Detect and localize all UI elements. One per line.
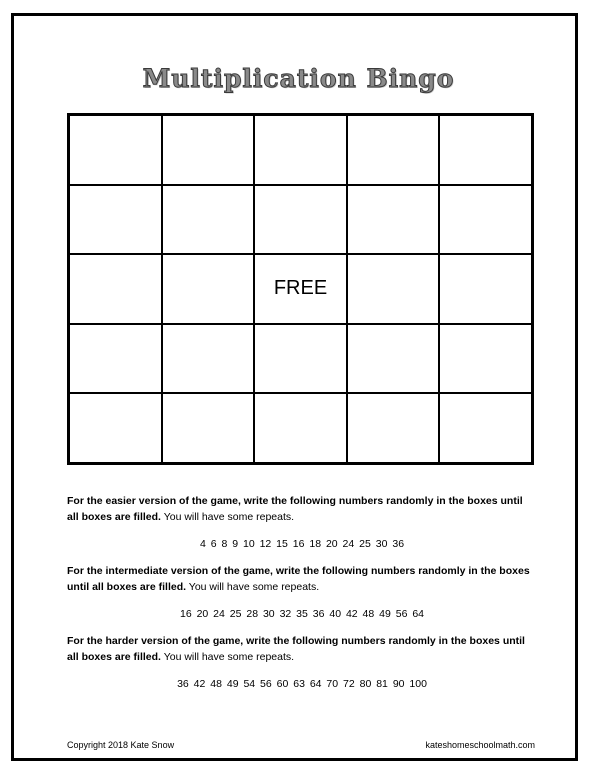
website-link[interactable]: kateshomeschoolmath.com	[425, 740, 535, 750]
bingo-grid	[67, 113, 534, 465]
bingo-cell[interactable]	[254, 185, 347, 255]
bingo-cell[interactable]	[69, 393, 162, 463]
easy-instructions-note: You will have some repeats.	[160, 511, 295, 523]
bingo-cell[interactable]	[254, 393, 347, 463]
bingo-cell[interactable]	[162, 324, 255, 394]
bingo-cell[interactable]	[69, 115, 162, 185]
harder-instructions-note: You will have some repeats.	[160, 651, 295, 663]
bingo-cell[interactable]	[162, 254, 255, 324]
bingo-cell[interactable]	[439, 324, 532, 394]
bingo-cell[interactable]	[69, 324, 162, 394]
harder-instructions-bold: For the harder version of the game, write the following numbers randomly in the boxes until all boxes are filled.	[67, 635, 525, 663]
bingo-cell[interactable]	[439, 254, 532, 324]
easy-instructions	[67, 493, 537, 525]
free-cell: FREE	[254, 254, 347, 324]
bingo-cell[interactable]	[347, 393, 440, 463]
bingo-cell[interactable]	[69, 254, 162, 324]
bingo-cell[interactable]	[439, 115, 532, 185]
bingo-cell[interactable]	[254, 324, 347, 394]
bingo-cell[interactable]	[347, 324, 440, 394]
page-title: Multiplication Bingo	[142, 64, 455, 93]
intermediate-instructions	[67, 563, 537, 595]
bingo-cell[interactable]	[162, 185, 255, 255]
bingo-cell[interactable]	[69, 185, 162, 255]
harder-number-list: 36 42 48 49 54 56 60 63 64 70 72 80 81 90 100	[177, 678, 427, 690]
easy-number-list: 4 6 8 9 10 12 15 16 18 20 24 25 30 36	[199, 538, 405, 550]
bingo-cell[interactable]	[162, 393, 255, 463]
easy-instructions-bold: For the easier version of the game, write the following numbers randomly in the boxes until all boxes are filled.	[67, 495, 523, 523]
bingo-cell[interactable]	[162, 115, 255, 185]
intermediate-instructions-bold: For the intermediate version of the game, write the following numbers randomly in the boxes until all boxes are filled.	[67, 565, 530, 593]
bingo-cell[interactable]	[439, 185, 532, 255]
bingo-cell[interactable]	[439, 393, 532, 463]
intermediate-number-list: 16 20 24 25 28 30 32 35 36 40 42 48 49 56 64	[179, 608, 425, 620]
bingo-cell[interactable]	[347, 115, 440, 185]
copyright-notice: Copyright 2018 Kate Snow	[67, 740, 175, 750]
intermediate-instructions-note: You will have some repeats.	[186, 581, 320, 593]
bingo-cell[interactable]	[254, 115, 347, 185]
bingo-cell[interactable]	[347, 185, 440, 255]
harder-instructions	[67, 633, 537, 665]
bingo-cell[interactable]	[347, 254, 440, 324]
